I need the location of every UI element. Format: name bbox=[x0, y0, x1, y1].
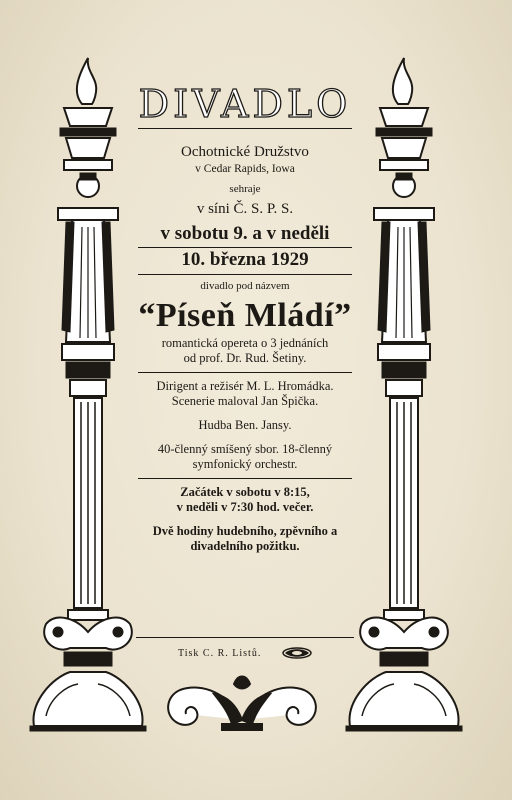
date-line-1: v sobotu 9. a v neděli bbox=[160, 223, 330, 244]
section-rule-1 bbox=[138, 372, 352, 373]
date-line-2: 10. března 1929 bbox=[181, 249, 309, 270]
acanthus-scroll-ornament-icon bbox=[162, 664, 322, 732]
ornament-scroll-icon bbox=[282, 647, 312, 659]
description-line-2: od prof. Dr. Rud. Šetiny. bbox=[183, 351, 307, 365]
right-column-illustration bbox=[342, 52, 466, 732]
ensemble-line-1: 40-členný smíšený sbor. 18-členný bbox=[157, 442, 333, 456]
play-intro: divadlo pod názvem bbox=[200, 280, 290, 292]
verb-line: sehraje bbox=[229, 183, 261, 195]
poster-title: DIVADLO bbox=[138, 82, 352, 126]
poster-text-block bbox=[132, 82, 358, 554]
title-rule bbox=[138, 128, 352, 129]
date-rule-bottom bbox=[138, 274, 352, 275]
credit-conductor: Dirigent a režisér M. L. Hromádka. bbox=[156, 379, 334, 393]
start-time-line-1: Začátek v sobotu v 8:15, bbox=[180, 485, 310, 499]
start-time-line-2: v neděli v 7:30 hod. večer. bbox=[176, 500, 314, 514]
bottom-rule bbox=[136, 637, 354, 638]
printer-credit: Tisk C. R. Listů. bbox=[178, 648, 262, 659]
closing-line-1: Dvě hodiny hudebního, zpěvního a bbox=[152, 524, 338, 538]
credit-scenery: Scenerie maloval Jan Špička. bbox=[171, 394, 319, 408]
description-line-1: romantická opereta o 3 jednáních bbox=[161, 336, 329, 350]
company-location: v Cedar Rapids, Iowa bbox=[195, 163, 295, 175]
venue-line: v síni Č. S. P. S. bbox=[196, 201, 294, 217]
closing-line-2: divadelního požitku. bbox=[190, 539, 300, 553]
torch-caryatid-column-icon bbox=[342, 52, 466, 732]
ensemble-line-2: symfonický orchestr. bbox=[192, 457, 298, 471]
section-rule-2 bbox=[138, 478, 352, 479]
play-title: “Píseň Mládí” bbox=[138, 297, 352, 334]
credit-music: Hudba Ben. Jansy. bbox=[198, 418, 292, 432]
company-name: Ochotnické Družstvo bbox=[181, 144, 309, 160]
